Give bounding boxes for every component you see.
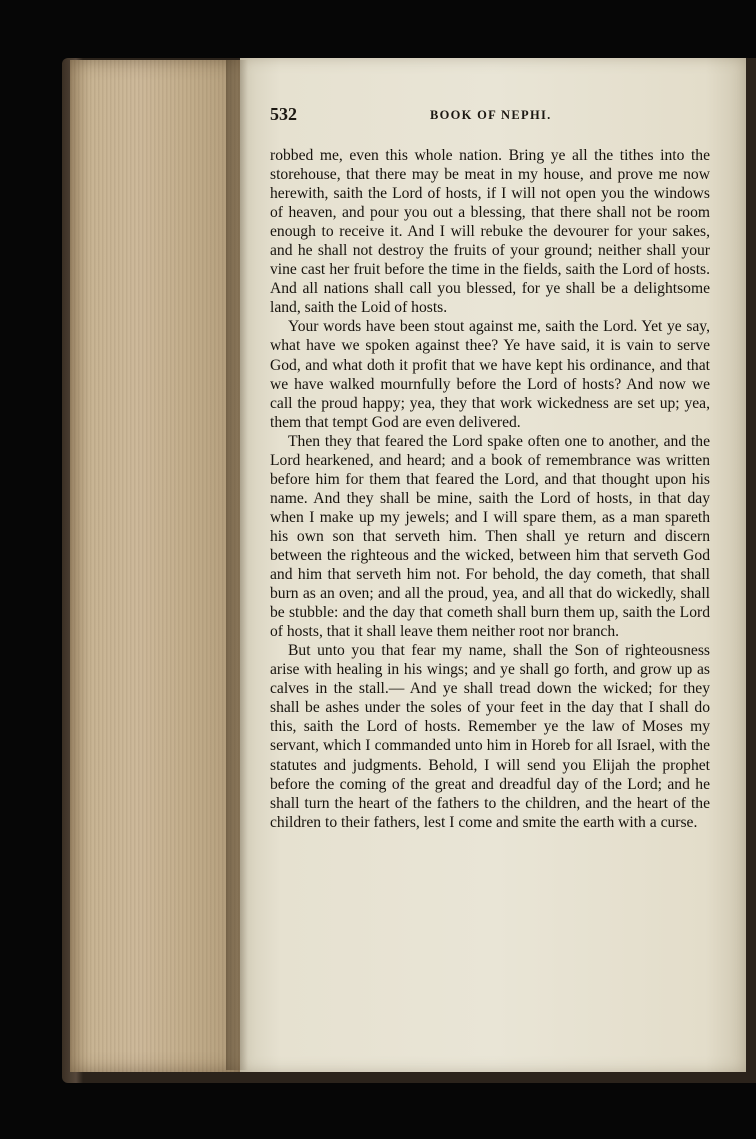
paragraph-4: But unto you that fear my name, shall the Son of righteousness arise with healing in his wings; and ye shall go forth, and grow up as calves in the stall.— And ye shall tread down the wicked; for they shall be ashes under the soles of your feet in the day that I shall do this, saith the Lord of hosts. Remember ye the law of Moses my servant, which I commanded unto him in Horeb for all Israel, with the statutes and judgments. Behold, I will send you Elijah the prophet before the coming of the great and dreadful day of the Lord; and he shall turn the heart of the fathers to the children, and the heart of the children to their fathers, lest I come and smite the earth with a curse. <box>270 642 710 831</box>
printed-page <box>240 58 746 1072</box>
running-head <box>270 104 706 128</box>
page-block-fore-edge <box>70 60 240 1072</box>
gutter-shadow <box>226 60 248 1070</box>
paragraph-3: Then they that feared the Lord spake often one to another, and the Lord hearkened, and heard; and a book of remembrance was written before him for them that feared the Lord, and that thought upon his name. And they shall be mine, saith the Lord of hosts, in that day when I make up my jewels; and I will spare them, as a man spareth his own son that serveth him. Then shall ye return and discern between the righteous and the wicked, between him that serveth God and him that serveth him not. For behold, the day cometh, that shall burn as an oven; and all the proud, yea, and all that do wickedly, shall be stubble: and the day that cometh shall burn them up, saith the Lord of hosts, that it shall leave them neither root nor branch. <box>270 432 710 641</box>
body-text <box>270 146 710 832</box>
paragraph-1: robbed me, even this whole nation. Bring ye all the tithes into the storehouse, that there may be meat in my house, and prove me now herewith, saith the Lord of hosts, if I will not open you the windows of heaven, and pour you out a blessing, that there shall not be room enough to receive it. And I will rebuke the devourer for your sakes, and he shall not destroy the fruits of your ground; neither shall your vine cast her fruit before the time in the fields, saith the Lord of hosts. And all nations shall call you blessed, for ye shall be a delightsome land, saith the Loid of hosts. <box>270 147 710 317</box>
paragraph-2: Your words have been stout against me, saith the Lord. Yet ye say, what have we spoken against thee? Ye have said, it is vain to serve God, and what doth it profit that we have kept his ordinance, and that we have walked mournfully before the Lord of hosts? And now we call the proud happy; yea, they that work wickedness are set up; yea, them that tempt God are even delivered. <box>270 318 710 431</box>
page-number: 532 <box>270 104 297 124</box>
page-title: BOOK OF NEPHI. <box>430 108 552 122</box>
